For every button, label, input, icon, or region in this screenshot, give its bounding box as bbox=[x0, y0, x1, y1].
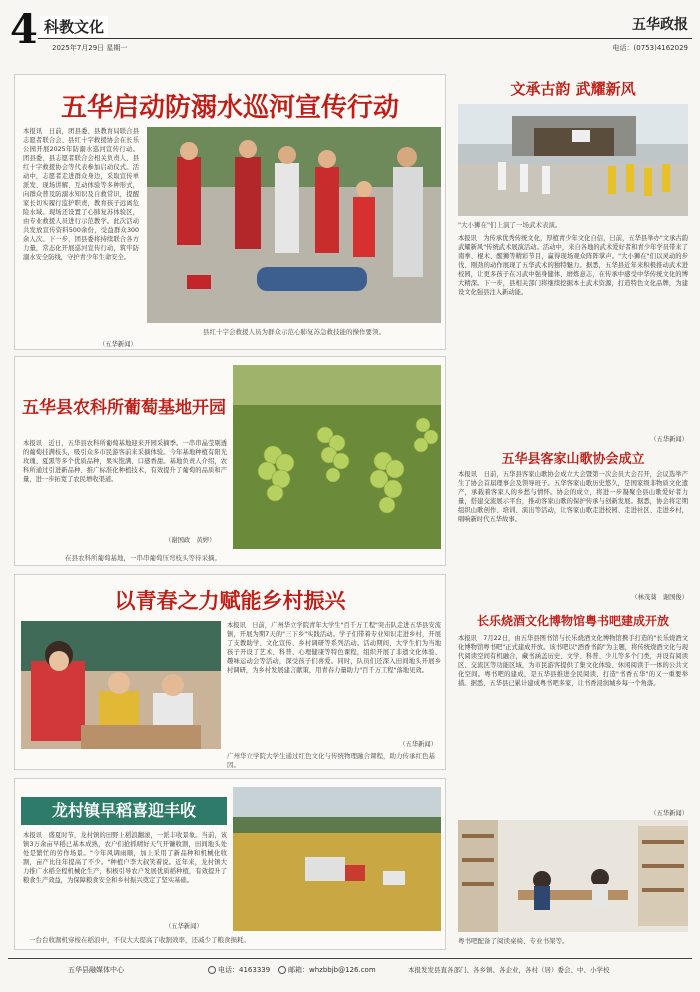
grape-art bbox=[233, 365, 441, 549]
story-anti-drowning bbox=[14, 74, 446, 350]
grape-photo bbox=[233, 365, 441, 549]
article-body: 本报讯 日前，五华县客家山歌协会成立大会暨第一次会员大会召开，会议选举产生了协会首届理事会及领导班子。五华客家山歌历史悠久，是国家级非物质文化遗产，承载着客家人的乡愁与情怀。协会的成立，将进一步凝聚全县山歌爱好者力量，搭建交流展示平台，推动客家山歌的保护传承与创新发展。据悉，协会将定期组织山歌创作、培训、演出等活动，让客家山歌走进校园、走进社区、走进乡村，唱响新时代五华故事。 bbox=[458, 471, 688, 523]
story-hakka-song bbox=[454, 448, 692, 604]
harvest-art bbox=[233, 787, 441, 931]
headline: 以青春之力赋能乡村振兴 bbox=[114, 588, 346, 613]
article-body: 本报讯 7月22日，由五华县图书馆与长乐烧酒文化博物馆携手打造的"长乐烧酒文化博物馆粤书吧"正式建成开放。该书吧以"酒香书韵"为主题，将传统烧酒文化与现代阅读空间有机融合，藏书涵盖历史、文学、科普、少儿等多个门类，并设有阅读区、交流区等功能区域，为市民游客提供了集文化体验、休闲阅读于一体的公共文化空间。粤书吧的建成，是五华县推进全民阅读、打造"书香五华"的又一重要举措。据悉，五华县已累计建成粤书吧多家，让书香浸润城乡每一个角落。 bbox=[458, 635, 688, 687]
byline: （林茂葵 谢国俊） bbox=[631, 594, 688, 601]
page-header bbox=[8, 6, 692, 53]
footer-org: 五华县融媒体中心 bbox=[68, 966, 124, 974]
byline: （谢国政 黄婷） bbox=[165, 537, 216, 544]
byline: （五华新闻） bbox=[650, 436, 688, 443]
headline: 五华县农科所葡萄基地开园 bbox=[22, 398, 226, 418]
header-rule bbox=[38, 38, 692, 39]
headline-banner bbox=[21, 797, 227, 825]
header-phone: 电话：(0753)4162029 bbox=[612, 44, 688, 52]
footer-tel-text: 电话：4163339 bbox=[218, 966, 271, 974]
footer-email-text: 邮箱：whzbbjb@126.com bbox=[288, 966, 376, 974]
headline: 五华县客家山歌协会成立 bbox=[501, 452, 645, 467]
bookbar-art bbox=[458, 820, 688, 932]
martial-arts-photo bbox=[458, 104, 688, 216]
email-icon bbox=[278, 966, 286, 974]
story-grape-base bbox=[14, 356, 446, 566]
byline: （五华新闻） bbox=[99, 341, 137, 348]
byline: （五华新闻） bbox=[165, 923, 203, 930]
bookbar-photo bbox=[458, 820, 688, 932]
rescue-photo-art bbox=[147, 127, 441, 323]
article-body: 本报讯 日前，团县委、县教育局联合县志愿者联合会、县红十字救援协会在长乐公园开展2025年防溺水巡河宣传行动。团县委、县志愿者联合会相关负责人、县红十字救援协会等代表参加启动仪式。活动中，志愿者走进群众身边，采取宣传单派发、现场讲解、互动体验等多种形式，向群众普及防溺水知识及自救常识，提醒家长切实履行监护职责，教育孩子远离危险水域。现场还设置了心肺复苏体验区，由专业救援人员进行示范教学。此次活动共发放宣传资料500余份，受益群众300余人次。下一步，团县委将持续联合各方力量，常态化开展巡河宣传行动，筑牢防溺水安全防线，守护青少年生命安全。 bbox=[23, 128, 139, 261]
headline: 长乐烧酒文化博物馆粤书吧建成开放 bbox=[476, 614, 669, 628]
students-photo bbox=[21, 621, 221, 749]
harvest-photo bbox=[233, 787, 441, 931]
byline: （五华新闻） bbox=[399, 741, 437, 748]
story-early-rice bbox=[14, 778, 446, 950]
students-art bbox=[21, 621, 221, 749]
story-martial-arts bbox=[454, 74, 692, 446]
page-footer bbox=[8, 958, 692, 984]
headline: 文承古韵 武耀新风 bbox=[510, 80, 636, 98]
footer-email bbox=[278, 965, 376, 975]
photo-caption: 县红十字会救援人员为群众示范心肺复苏急救技能的操作要领。 bbox=[203, 328, 385, 336]
headline: 龙村镇早稻喜迎丰收 bbox=[51, 801, 196, 820]
photo-caption: 粤书吧配备了阅读桌椅、专业书架等。 bbox=[458, 937, 569, 945]
phone-icon bbox=[208, 966, 216, 974]
section-title: 科教文化 bbox=[40, 16, 108, 37]
rescue-training-photo bbox=[147, 127, 441, 323]
headline: 五华启动防溺水巡河宣传行动 bbox=[60, 93, 399, 123]
byline: （五华新闻） bbox=[650, 810, 688, 817]
article-body: 本报讯 盛夏时节，龙村镇的田野上稻浪翻滚，一派丰收景象。当前，该镇3万余亩早稻已基本成熟，农户们抢抓晴好天气开镰收割，田间地头处处是繁忙的劳作场景。"今年风调雨顺，加上采用了新品种和机械化收割，亩产比往年提高了不少。"种植户李大叔笑着说。近年来，龙村镇大力推广水稻全程机械化生产，积极引导农户发展优质稻种植，有效提升了粮食生产效益，为保障粮食安全和乡村振兴奠定了坚实基础。 bbox=[23, 832, 227, 884]
footer-tel bbox=[208, 965, 270, 975]
photo-caption: 一台台收割机穿梭在稻浪中，不仅大大提高了收割效率，还减少了粮食损耗。 bbox=[29, 936, 250, 944]
masthead: 五华政报 bbox=[632, 17, 688, 33]
martial-arts-art bbox=[458, 104, 688, 216]
photo-caption: 在县农科所葡萄基地，一串串葡萄压弯枝头等待采摘。 bbox=[65, 554, 221, 562]
story-rural-revitalization bbox=[14, 574, 446, 770]
article-body: 本报讯 为传承优秀传统文化，厚植青少年文化自信，日前，五华县举办"文承古韵 武耀新风"传统武术展演活动。活动中，来自各地的武术爱好者和青少年学员带来了南拳、棍术、醒狮等精彩节目，赢得现场观众阵阵掌声。"大小狮在"们以灵动的步伐、刚劲的动作展现了五华武术的独特魅力。据悉，五华县近年来积极推动武术进校园，让更多孩子在习武中强身健体、磨炼意志，在传承中感受中华传统文化的博大精深。下一步，县相关部门将继续挖掘本土武术资源，打造特色文化品牌，为建设文化强县注入新动能。 bbox=[458, 235, 688, 296]
photo-caption: 广州华立学院大学生通过红色文化与传统物理融合课程，助力传承红色基因。 bbox=[227, 752, 435, 769]
story-wine-museum-bookbar bbox=[454, 612, 692, 952]
footer-note: 本报发发县直各部门、各乡镇、各企业，各村（居）委会、中、小学校 bbox=[408, 966, 610, 974]
issue-date: 2025年7月29日 星期一 bbox=[52, 44, 128, 52]
photo-caption: "大小狮在"们上演了一场武术表演。 bbox=[458, 221, 562, 229]
article-body: 本报讯 近日，五华县农科所葡萄基地迎来开园采摘季。一串串晶莹剔透的葡萄挂满枝头，吸引众多市民游客前来采摘体验。今年基地种植有阳光玫瑰、夏黑等多个优质品种，果实饱满、口感香甜。基地负责人介绍，农科所通过引进新品种、推广标准化种植技术，有效提升了葡萄的品质和产量，进一步拓宽了农民增收渠道。 bbox=[23, 440, 227, 483]
page-number: 4 bbox=[10, 6, 38, 53]
article-body: 本报讯 日前，广州华立学院青年大学生"百千万工程"突击队走进五华县安流镇，开展为期7天的"三下乡"实践活动。学子们带着专业知识走进乡村，开展了支教助学、文化宣传、乡村调研等系列活动。活动期间，大学生们为当地孩子开设了艺术、科普、心理健康等特色课程，组织开展了非遗文化体验、趣味运动会等活动，深受孩子们喜爱。同时，队员们还深入田间地头开展乡村调研，为乡村发展建言献策，用青春力量助力"百千万工程"落地见效。 bbox=[227, 622, 441, 674]
